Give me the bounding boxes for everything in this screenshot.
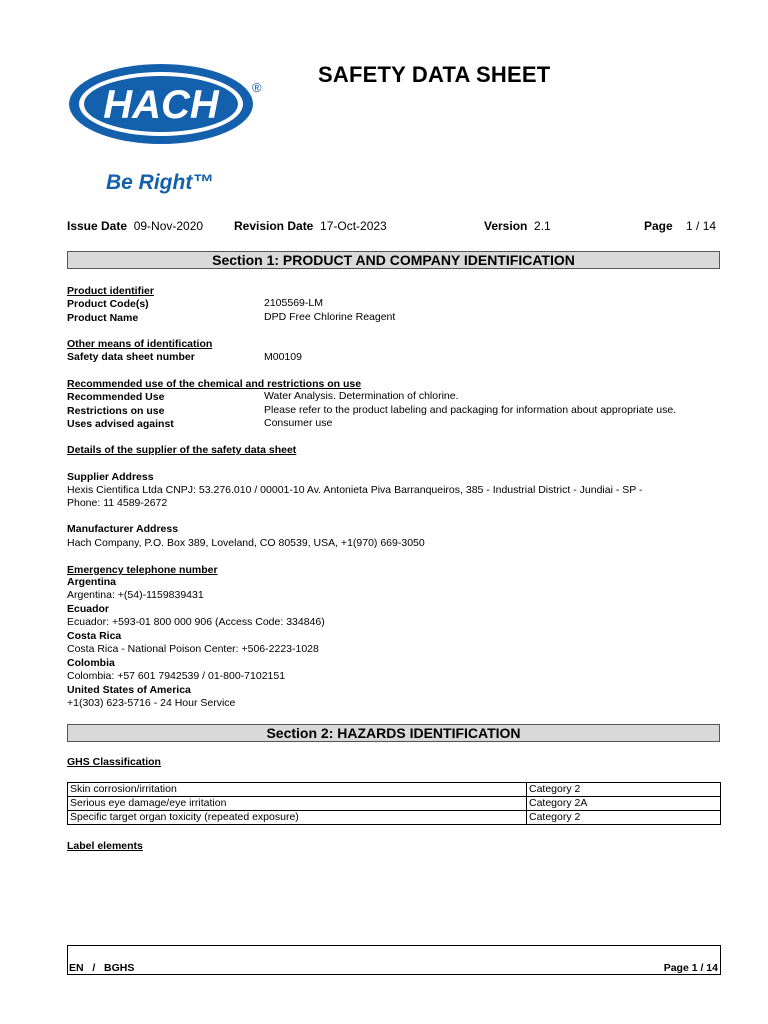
logo-tagline: Be Right™ — [106, 171, 214, 194]
emergency-number: Colombia: +57 601 7942539 / 01-800-7102151 — [67, 670, 286, 682]
supplier-details-heading: Details of the supplier of the safety data sheet — [67, 444, 297, 456]
version-label: Version — [484, 219, 528, 233]
product-code-label: Product Code(s) — [67, 298, 149, 310]
registered-mark: ® — [252, 80, 262, 95]
emergency-number: +1(303) 623-5716 - 24 Hour Service — [67, 697, 236, 709]
page-value: 1 / 14 — [686, 219, 717, 233]
sds-number-label: Safety data sheet number — [67, 351, 195, 363]
table-row — [68, 783, 721, 797]
section-1-header: Section 1: PRODUCT AND COMPANY IDENTIFICATION — [67, 251, 720, 269]
restrictions-label: Restrictions on use — [67, 405, 165, 417]
recommended-use-heading: Recommended use of the chemical and restrictions on use — [67, 378, 362, 390]
footer-language: EN / BGHS — [69, 962, 135, 974]
product-identifier-heading: Product identifier — [67, 285, 154, 297]
hazard-cell: Serious eye damage/eye irritation — [68, 797, 527, 811]
table-row — [68, 811, 721, 825]
label-elements-heading: Label elements — [67, 840, 143, 852]
issue-date — [67, 219, 203, 233]
emergency-number: Ecuador: +593-01 800 000 906 (Access Code: 334846) — [67, 616, 325, 628]
recommended-use-label: Recommended Use — [67, 391, 165, 403]
manufacturer-label: Manufacturer Address — [67, 523, 179, 535]
table-row — [68, 797, 721, 811]
hazard-cell: Specific target organ toxicity (repeated exposure) — [68, 811, 527, 825]
supplier-address-line1: Hexis Cientifica Ltda CNPJ: 53.276.010 / 00001-10 Av. Antonieta Piva Barranqueiros, 385 - Industrial District - Jundiai - SP - — [67, 484, 643, 496]
revision-date-label: Revision Date — [234, 219, 314, 233]
product-name-value: DPD Free Chlorine Reagent — [264, 311, 396, 323]
emergency-heading: Emergency telephone number — [67, 564, 218, 576]
uses-against-label: Uses advised against — [67, 418, 174, 430]
ghs-heading: GHS Classification — [67, 756, 161, 768]
footer-page: Page 1 / 14 — [663, 962, 718, 974]
version-value: 2.1 — [534, 219, 551, 233]
emergency-country: Argentina — [67, 576, 117, 588]
issue-date-label: Issue Date — [67, 219, 128, 233]
emergency-number: Costa Rica - National Poison Center: +506-2223-1028 — [67, 643, 319, 655]
revision-date-value: 17-Oct-2023 — [320, 219, 387, 233]
emergency-country: United States of America — [67, 684, 191, 696]
category-cell: Category 2 — [527, 811, 721, 825]
restrictions-value: Please refer to the product labeling and packaging for information about appropriate use. — [264, 404, 677, 416]
sds-number-value: M00109 — [264, 351, 302, 363]
recommended-use-value: Water Analysis. Determination of chlorine. — [264, 390, 459, 402]
category-cell: Category 2A — [527, 797, 721, 811]
logo-brand: HACH — [103, 83, 219, 127]
ghs-classification-table — [67, 782, 721, 825]
revision-date — [234, 219, 387, 233]
emergency-country: Colombia — [67, 657, 115, 669]
emergency-country: Costa Rica — [67, 630, 122, 642]
supplier-address-line2: Phone: 11 4589-2672 — [67, 497, 168, 509]
manufacturer-value: Hach Company, P.O. Box 389, Loveland, CO 80539, USA, +1(970) 669-3050 — [67, 537, 425, 549]
hazard-cell: Skin corrosion/irritation — [68, 783, 527, 797]
other-means-heading: Other means of identification — [67, 338, 213, 350]
category-cell: Category 2 — [527, 783, 721, 797]
page-label: Page — [644, 219, 673, 233]
version — [484, 219, 551, 233]
uses-against-value: Consumer use — [264, 417, 333, 429]
page-number — [644, 219, 716, 233]
document-title: SAFETY DATA SHEET — [318, 62, 551, 87]
product-code-value: 2105569-LM — [264, 297, 323, 309]
page-footer — [67, 945, 721, 975]
supplier-address-label: Supplier Address — [67, 471, 154, 483]
section-2-header: Section 2: HAZARDS IDENTIFICATION — [67, 724, 720, 742]
emergency-number: Argentina: +(54)-1159839431 — [67, 589, 204, 601]
issue-date-value: 09-Nov-2020 — [133, 219, 204, 233]
emergency-country: Ecuador — [67, 603, 110, 615]
product-name-label: Product Name — [67, 312, 139, 324]
hach-logo — [66, 62, 266, 202]
